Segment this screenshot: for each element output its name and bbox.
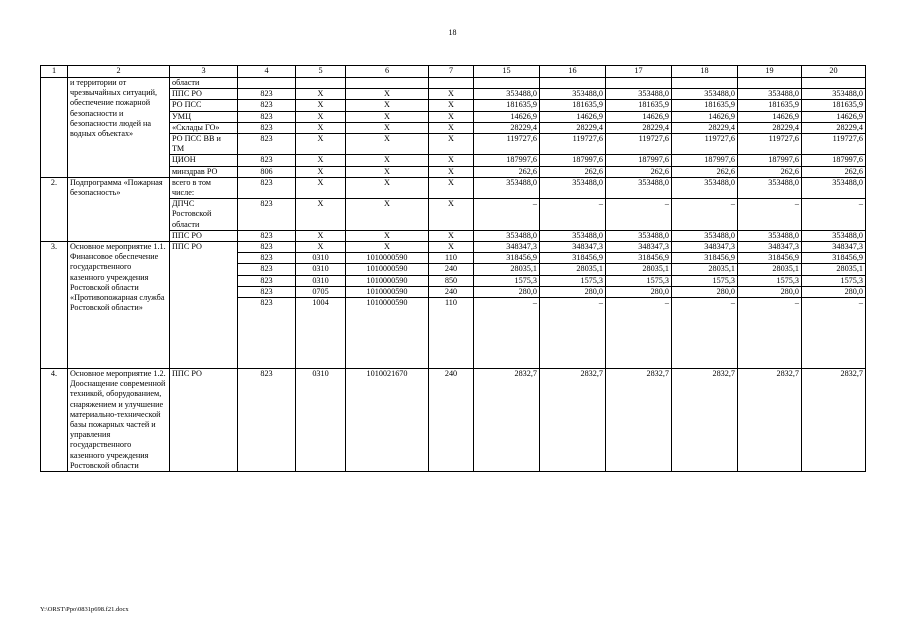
value-cell: 353488,0: [802, 177, 866, 198]
code-rzpr-cell: Х: [296, 199, 346, 231]
value-cell: 14626,9: [672, 111, 738, 122]
value-cell: 262,6: [738, 166, 802, 177]
code-rzpr-cell: Х: [296, 155, 346, 166]
value-cell: –: [738, 199, 802, 231]
value-cell: 353488,0: [738, 230, 802, 241]
code-grbs-cell: 823: [238, 111, 296, 122]
value-cell: 187997,6: [540, 155, 606, 166]
table-row: [41, 242, 866, 253]
value-cell: 348347,3: [474, 242, 540, 253]
value-cell: 1575,3: [802, 275, 866, 286]
value-cell: 348347,3: [672, 242, 738, 253]
value-cell: 28229,4: [606, 122, 672, 133]
code-vr-cell: Х: [429, 155, 474, 166]
value-cell: 318456,9: [606, 253, 672, 264]
code-grbs-cell: 823: [238, 264, 296, 275]
value-cell: 28035,1: [540, 264, 606, 275]
value-cell: 14626,9: [738, 111, 802, 122]
value-cell: 280,0: [738, 286, 802, 297]
value-cell: 353488,0: [738, 89, 802, 100]
code-csr-cell: Х: [346, 89, 429, 100]
code-csr-cell: [346, 78, 429, 89]
code-csr-cell: 1010000590: [346, 264, 429, 275]
value-cell: 318456,9: [672, 253, 738, 264]
value-cell: 353488,0: [474, 230, 540, 241]
value-cell: 353488,0: [672, 89, 738, 100]
value-cell: –: [540, 199, 606, 231]
value-cell: 181635,9: [802, 100, 866, 111]
executor-cell: «Склады ГО»: [170, 122, 238, 133]
code-grbs-cell: 823: [238, 177, 296, 198]
value-cell: –: [540, 298, 606, 369]
col-header: 3: [170, 66, 238, 78]
value-cell: –: [802, 298, 866, 369]
program-name-cell: Основное мероприятие 1.2. Дооснащение современной техникой, оборудованием, снаряжением и улучшение материально-технической базы пожарных частей и управления государственного казенного учреждения Ростовской области: [68, 369, 170, 472]
value-cell: 262,6: [672, 166, 738, 177]
code-grbs-cell: 823: [238, 286, 296, 297]
code-rzpr-cell: 0310: [296, 264, 346, 275]
value-cell: 28229,4: [672, 122, 738, 133]
value-cell: 1575,3: [540, 275, 606, 286]
code-grbs-cell: 823: [238, 122, 296, 133]
code-csr-cell: Х: [346, 166, 429, 177]
code-rzpr-cell: Х: [296, 122, 346, 133]
value-cell: 2832,7: [802, 369, 866, 472]
file-path-footer: Y:\ORST\Ppo\0831p698.f21.docx: [40, 606, 129, 613]
program-name-cell: Подпрограмма «Пожарная безопасность»: [68, 177, 170, 241]
code-grbs-cell: 823: [238, 89, 296, 100]
value-cell: 28035,1: [672, 264, 738, 275]
code-rzpr-cell: Х: [296, 166, 346, 177]
value-cell: 119727,6: [738, 134, 802, 155]
value-cell: –: [474, 199, 540, 231]
value-cell: 353488,0: [802, 89, 866, 100]
code-vr-cell: Х: [429, 230, 474, 241]
code-csr-cell: Х: [346, 230, 429, 241]
executor-cell: ППС РО: [170, 230, 238, 241]
executor-cell: РО ПСС: [170, 100, 238, 111]
table-row: [41, 369, 866, 472]
value-cell: –: [672, 298, 738, 369]
code-vr-cell: Х: [429, 177, 474, 198]
col-header: 17: [606, 66, 672, 78]
code-vr-cell: 850: [429, 275, 474, 286]
value-cell: 2832,7: [606, 369, 672, 472]
row-number-cell: 2.: [41, 177, 68, 241]
value-cell: 181635,9: [672, 100, 738, 111]
executor-cell: ППС РО: [170, 369, 238, 472]
value-cell: 14626,9: [802, 111, 866, 122]
code-csr-cell: Х: [346, 134, 429, 155]
value-cell: 2832,7: [738, 369, 802, 472]
value-cell: 353488,0: [802, 230, 866, 241]
value-cell: 119727,6: [672, 134, 738, 155]
row-number-cell: [41, 78, 68, 178]
table-row: [41, 177, 866, 198]
code-grbs-cell: 823: [238, 369, 296, 472]
executor-cell: минздрав РО: [170, 166, 238, 177]
value-cell: 119727,6: [474, 134, 540, 155]
value-cell: 353488,0: [606, 89, 672, 100]
code-rzpr-cell: Х: [296, 134, 346, 155]
value-cell: 119727,6: [540, 134, 606, 155]
code-vr-cell: Х: [429, 166, 474, 177]
executor-cell: ППС РО: [170, 242, 238, 369]
value-cell: 353488,0: [606, 230, 672, 241]
executor-cell: ЦИОН: [170, 155, 238, 166]
value-cell: 262,6: [540, 166, 606, 177]
code-grbs-cell: 823: [238, 275, 296, 286]
code-rzpr-cell: Х: [296, 230, 346, 241]
col-header: 2: [68, 66, 170, 78]
value-cell: 28035,1: [802, 264, 866, 275]
code-rzpr-cell: 0310: [296, 275, 346, 286]
value-cell: [672, 78, 738, 89]
code-vr-cell: 240: [429, 369, 474, 472]
value-cell: 318456,9: [802, 253, 866, 264]
value-cell: 280,0: [606, 286, 672, 297]
value-cell: 353488,0: [540, 177, 606, 198]
value-cell: –: [474, 298, 540, 369]
code-vr-cell: Х: [429, 242, 474, 253]
value-cell: 187997,6: [474, 155, 540, 166]
code-rzpr-cell: 0310: [296, 253, 346, 264]
code-vr-cell: [429, 78, 474, 89]
code-rzpr-cell: Х: [296, 89, 346, 100]
value-cell: 28229,4: [802, 122, 866, 133]
value-cell: 28035,1: [606, 264, 672, 275]
value-cell: 181635,9: [540, 100, 606, 111]
value-cell: 280,0: [802, 286, 866, 297]
code-csr-cell: 1010021670: [346, 369, 429, 472]
value-cell: –: [738, 298, 802, 369]
value-cell: 353488,0: [672, 177, 738, 198]
col-header: 7: [429, 66, 474, 78]
code-vr-cell: 240: [429, 286, 474, 297]
code-csr-cell: 1010000590: [346, 275, 429, 286]
row-number-cell: 4.: [41, 369, 68, 472]
code-grbs-cell: 823: [238, 242, 296, 253]
value-cell: 1575,3: [672, 275, 738, 286]
value-cell: 187997,6: [738, 155, 802, 166]
row-number-cell: 3.: [41, 242, 68, 369]
code-vr-cell: Х: [429, 134, 474, 155]
value-cell: 353488,0: [738, 177, 802, 198]
col-header: 4: [238, 66, 296, 78]
code-csr-cell: Х: [346, 242, 429, 253]
code-vr-cell: 240: [429, 264, 474, 275]
value-cell: 280,0: [672, 286, 738, 297]
value-cell: 348347,3: [540, 242, 606, 253]
value-cell: 28229,4: [738, 122, 802, 133]
value-cell: 187997,6: [802, 155, 866, 166]
code-csr-cell: 1010000590: [346, 298, 429, 369]
program-name-cell: Основное мероприятие 1.1. Финансовое обеспечение государственного казенного учреждения Ростовской области «Противопожарная служба Ростовской области»: [68, 242, 170, 369]
code-vr-cell: Х: [429, 100, 474, 111]
value-cell: 262,6: [802, 166, 866, 177]
code-grbs-cell: 823: [238, 230, 296, 241]
code-grbs-cell: 823: [238, 199, 296, 231]
header-row: [41, 66, 866, 78]
code-csr-cell: Х: [346, 199, 429, 231]
value-cell: 318456,9: [738, 253, 802, 264]
code-rzpr-cell: Х: [296, 111, 346, 122]
value-cell: 119727,6: [802, 134, 866, 155]
executor-cell: УМЦ: [170, 111, 238, 122]
value-cell: 181635,9: [606, 100, 672, 111]
code-vr-cell: 110: [429, 253, 474, 264]
code-vr-cell: Х: [429, 199, 474, 231]
value-cell: 280,0: [540, 286, 606, 297]
value-cell: 262,6: [474, 166, 540, 177]
value-cell: [606, 78, 672, 89]
code-grbs-cell: [238, 78, 296, 89]
value-cell: 353488,0: [540, 230, 606, 241]
code-vr-cell: Х: [429, 122, 474, 133]
code-csr-cell: Х: [346, 111, 429, 122]
value-cell: 2832,7: [474, 369, 540, 472]
code-grbs-cell: 823: [238, 253, 296, 264]
code-rzpr-cell: 0310: [296, 369, 346, 472]
value-cell: 353488,0: [606, 177, 672, 198]
col-header: 1: [41, 66, 68, 78]
page-number: 18: [448, 28, 457, 37]
col-header: 20: [802, 66, 866, 78]
code-grbs-cell: 806: [238, 166, 296, 177]
value-cell: 187997,6: [606, 155, 672, 166]
code-grbs-cell: 823: [238, 100, 296, 111]
value-cell: 181635,9: [738, 100, 802, 111]
value-cell: [802, 78, 866, 89]
value-cell: 348347,3: [738, 242, 802, 253]
code-rzpr-cell: [296, 78, 346, 89]
code-rzpr-cell: 0705: [296, 286, 346, 297]
value-cell: [474, 78, 540, 89]
value-cell: 280,0: [474, 286, 540, 297]
value-cell: [738, 78, 802, 89]
code-vr-cell: 110: [429, 298, 474, 369]
code-grbs-cell: 823: [238, 155, 296, 166]
code-grbs-cell: 823: [238, 134, 296, 155]
code-rzpr-cell: Х: [296, 242, 346, 253]
code-vr-cell: Х: [429, 89, 474, 100]
value-cell: 353488,0: [540, 89, 606, 100]
value-cell: 28229,4: [540, 122, 606, 133]
value-cell: 14626,9: [540, 111, 606, 122]
value-cell: 1575,3: [474, 275, 540, 286]
program-name-cell: и территории от чрезвычайных ситуаций, обеспечение пожарной безопасности и безопасности людей на водных объектах»: [68, 78, 170, 178]
value-cell: 348347,3: [802, 242, 866, 253]
code-rzpr-cell: Х: [296, 177, 346, 198]
value-cell: 318456,9: [540, 253, 606, 264]
value-cell: –: [606, 298, 672, 369]
code-vr-cell: Х: [429, 111, 474, 122]
code-csr-cell: Х: [346, 177, 429, 198]
value-cell: –: [802, 199, 866, 231]
executor-cell: ДПЧС Ростовской области: [170, 199, 238, 231]
value-cell: 181635,9: [474, 100, 540, 111]
value-cell: 14626,9: [606, 111, 672, 122]
value-cell: 119727,6: [606, 134, 672, 155]
value-cell: –: [606, 199, 672, 231]
code-rzpr-cell: Х: [296, 100, 346, 111]
value-cell: 14626,9: [474, 111, 540, 122]
executor-cell: РО ПСС ВВ и ТМ: [170, 134, 238, 155]
value-cell: 353488,0: [474, 177, 540, 198]
executor-cell: ППС РО: [170, 89, 238, 100]
value-cell: –: [672, 199, 738, 231]
col-header: 16: [540, 66, 606, 78]
code-csr-cell: Х: [346, 155, 429, 166]
value-cell: 28035,1: [474, 264, 540, 275]
value-cell: 2832,7: [540, 369, 606, 472]
col-header: 15: [474, 66, 540, 78]
value-cell: [540, 78, 606, 89]
code-rzpr-cell: 1004: [296, 298, 346, 369]
col-header: 19: [738, 66, 802, 78]
value-cell: 318456,9: [474, 253, 540, 264]
code-grbs-cell: 823: [238, 298, 296, 369]
col-header: 18: [672, 66, 738, 78]
executor-cell: всего в том числе:: [170, 177, 238, 198]
col-header: 6: [346, 66, 429, 78]
table-row: [41, 78, 866, 89]
code-csr-cell: 1010000590: [346, 286, 429, 297]
code-csr-cell: 1010000590: [346, 253, 429, 264]
value-cell: 28229,4: [474, 122, 540, 133]
value-cell: 262,6: [606, 166, 672, 177]
value-cell: 353488,0: [672, 230, 738, 241]
value-cell: 28035,1: [738, 264, 802, 275]
col-header: 5: [296, 66, 346, 78]
value-cell: 1575,3: [606, 275, 672, 286]
value-cell: 187997,6: [672, 155, 738, 166]
code-csr-cell: Х: [346, 100, 429, 111]
code-csr-cell: Х: [346, 122, 429, 133]
value-cell: 1575,3: [738, 275, 802, 286]
executor-cell: области: [170, 78, 238, 89]
value-cell: 2832,7: [672, 369, 738, 472]
value-cell: 348347,3: [606, 242, 672, 253]
value-cell: 353488,0: [474, 89, 540, 100]
budget-table: [40, 65, 866, 472]
